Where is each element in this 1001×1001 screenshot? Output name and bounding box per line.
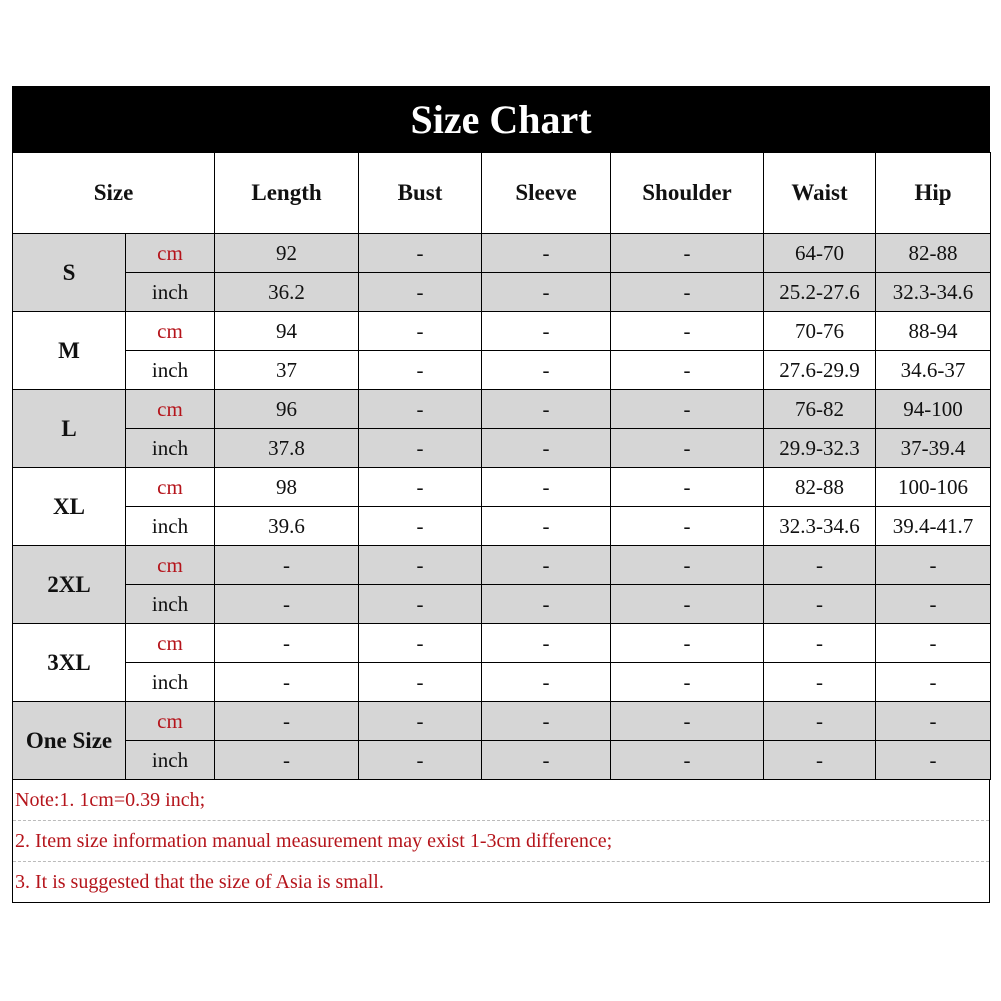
table-cell: - <box>482 468 611 507</box>
table-row <box>13 546 991 585</box>
table-row <box>13 234 991 273</box>
table-cell: - <box>611 585 764 624</box>
table-cell: - <box>611 624 764 663</box>
table-cell: - <box>482 585 611 624</box>
size-label: M <box>13 312 126 390</box>
size-label: XL <box>13 468 126 546</box>
table-cell: - <box>359 741 482 780</box>
table-cell: 25.2-27.6 <box>764 273 876 312</box>
table-cell: - <box>359 273 482 312</box>
table-cell: - <box>482 741 611 780</box>
table-cell: - <box>359 624 482 663</box>
table-cell: - <box>611 312 764 351</box>
chart-title: Size Chart <box>12 86 990 152</box>
note-line: 3. It is suggested that the size of Asia is small. <box>13 861 989 902</box>
header-waist: Waist <box>764 153 876 234</box>
table-cell: - <box>876 663 991 702</box>
table-row <box>13 507 991 546</box>
table-cell: 39.6 <box>215 507 359 546</box>
table-cell: 94-100 <box>876 390 991 429</box>
table-cell: - <box>359 429 482 468</box>
table-cell: - <box>482 507 611 546</box>
table-cell: - <box>215 546 359 585</box>
table-cell: - <box>359 351 482 390</box>
table-cell: - <box>876 702 991 741</box>
table-cell: - <box>215 702 359 741</box>
table-cell: 29.9-32.3 <box>764 429 876 468</box>
table-cell: - <box>482 312 611 351</box>
size-chart <box>12 86 990 903</box>
unit-label: cm <box>126 390 215 429</box>
table-cell: 98 <box>215 468 359 507</box>
table-cell: 88-94 <box>876 312 991 351</box>
header-bust: Bust <box>359 153 482 234</box>
table-cell: - <box>611 351 764 390</box>
table-row <box>13 429 991 468</box>
table-cell: - <box>611 234 764 273</box>
table-cell: 100-106 <box>876 468 991 507</box>
size-label: 2XL <box>13 546 126 624</box>
table-cell: - <box>764 702 876 741</box>
table-cell: - <box>764 741 876 780</box>
table-cell: - <box>764 624 876 663</box>
table-cell: - <box>482 351 611 390</box>
unit-label: inch <box>126 273 215 312</box>
header-row <box>13 153 991 234</box>
table-cell: 27.6-29.9 <box>764 351 876 390</box>
table-cell: - <box>611 546 764 585</box>
table-cell: 32.3-34.6 <box>876 273 991 312</box>
table-cell: - <box>482 702 611 741</box>
table-cell: - <box>359 234 482 273</box>
table-row <box>13 585 991 624</box>
table-cell: - <box>215 741 359 780</box>
table-row <box>13 312 991 351</box>
table-cell: - <box>215 585 359 624</box>
unit-label: inch <box>126 351 215 390</box>
table-cell: 92 <box>215 234 359 273</box>
table-cell: - <box>482 663 611 702</box>
table-cell: - <box>482 429 611 468</box>
table-cell: 39.4-41.7 <box>876 507 991 546</box>
table-cell: - <box>611 507 764 546</box>
size-label: 3XL <box>13 624 126 702</box>
header-length: Length <box>215 153 359 234</box>
table-cell: - <box>359 546 482 585</box>
table-cell: - <box>482 546 611 585</box>
table-cell: - <box>611 741 764 780</box>
table-cell: - <box>876 585 991 624</box>
table-cell: - <box>215 624 359 663</box>
table-cell: - <box>611 390 764 429</box>
table-row <box>13 351 991 390</box>
note-line: 2. Item size information manual measurement may exist 1-3cm difference; <box>13 820 989 861</box>
unit-label: cm <box>126 624 215 663</box>
table-cell: 82-88 <box>876 234 991 273</box>
table-cell: - <box>611 702 764 741</box>
table-cell: - <box>359 585 482 624</box>
table-cell: - <box>876 741 991 780</box>
table-cell: - <box>611 273 764 312</box>
table-cell: - <box>359 390 482 429</box>
table-cell: - <box>359 702 482 741</box>
unit-label: cm <box>126 468 215 507</box>
table-row <box>13 702 991 741</box>
table-cell: 76-82 <box>764 390 876 429</box>
unit-label: cm <box>126 546 215 585</box>
table-cell: 37-39.4 <box>876 429 991 468</box>
table-cell: - <box>482 390 611 429</box>
note-line: Note:1. 1cm=0.39 inch; <box>15 789 206 811</box>
table-cell: - <box>764 663 876 702</box>
table-cell: 34.6-37 <box>876 351 991 390</box>
table-cell: - <box>482 234 611 273</box>
header-size: Size <box>13 153 215 234</box>
table-cell: - <box>611 468 764 507</box>
header-hip: Hip <box>876 153 991 234</box>
table-cell: - <box>215 663 359 702</box>
unit-label: cm <box>126 234 215 273</box>
table-cell: - <box>876 624 991 663</box>
unit-label: inch <box>126 507 215 546</box>
table-cell: - <box>764 546 876 585</box>
size-label: One Size <box>13 702 126 780</box>
table-cell: - <box>611 429 764 468</box>
table-row <box>13 390 991 429</box>
unit-label: inch <box>126 741 215 780</box>
table-cell: 36.2 <box>215 273 359 312</box>
size-table <box>12 152 991 780</box>
table-cell: - <box>359 663 482 702</box>
unit-label: cm <box>126 702 215 741</box>
table-cell: - <box>482 624 611 663</box>
unit-label: cm <box>126 312 215 351</box>
table-cell: - <box>359 507 482 546</box>
size-table-body <box>13 234 991 780</box>
header-shoulder: Shoulder <box>611 153 764 234</box>
table-cell: 37.8 <box>215 429 359 468</box>
unit-label: inch <box>126 585 215 624</box>
table-cell: - <box>359 312 482 351</box>
table-row <box>13 624 991 663</box>
table-cell: - <box>482 273 611 312</box>
unit-label: inch <box>126 663 215 702</box>
table-cell: 96 <box>215 390 359 429</box>
table-cell: 70-76 <box>764 312 876 351</box>
table-cell: 37 <box>215 351 359 390</box>
table-cell: - <box>611 663 764 702</box>
table-cell: 64-70 <box>764 234 876 273</box>
notes-box <box>12 780 990 903</box>
table-row <box>13 468 991 507</box>
unit-label: inch <box>126 429 215 468</box>
table-cell: - <box>764 585 876 624</box>
table-row <box>13 273 991 312</box>
table-cell: 94 <box>215 312 359 351</box>
table-cell: 82-88 <box>764 468 876 507</box>
table-cell: - <box>876 546 991 585</box>
size-label: S <box>13 234 126 312</box>
header-sleeve: Sleeve <box>482 153 611 234</box>
table-row <box>13 663 991 702</box>
size-label: L <box>13 390 126 468</box>
table-cell: - <box>359 468 482 507</box>
table-cell: 32.3-34.6 <box>764 507 876 546</box>
table-row <box>13 741 991 780</box>
